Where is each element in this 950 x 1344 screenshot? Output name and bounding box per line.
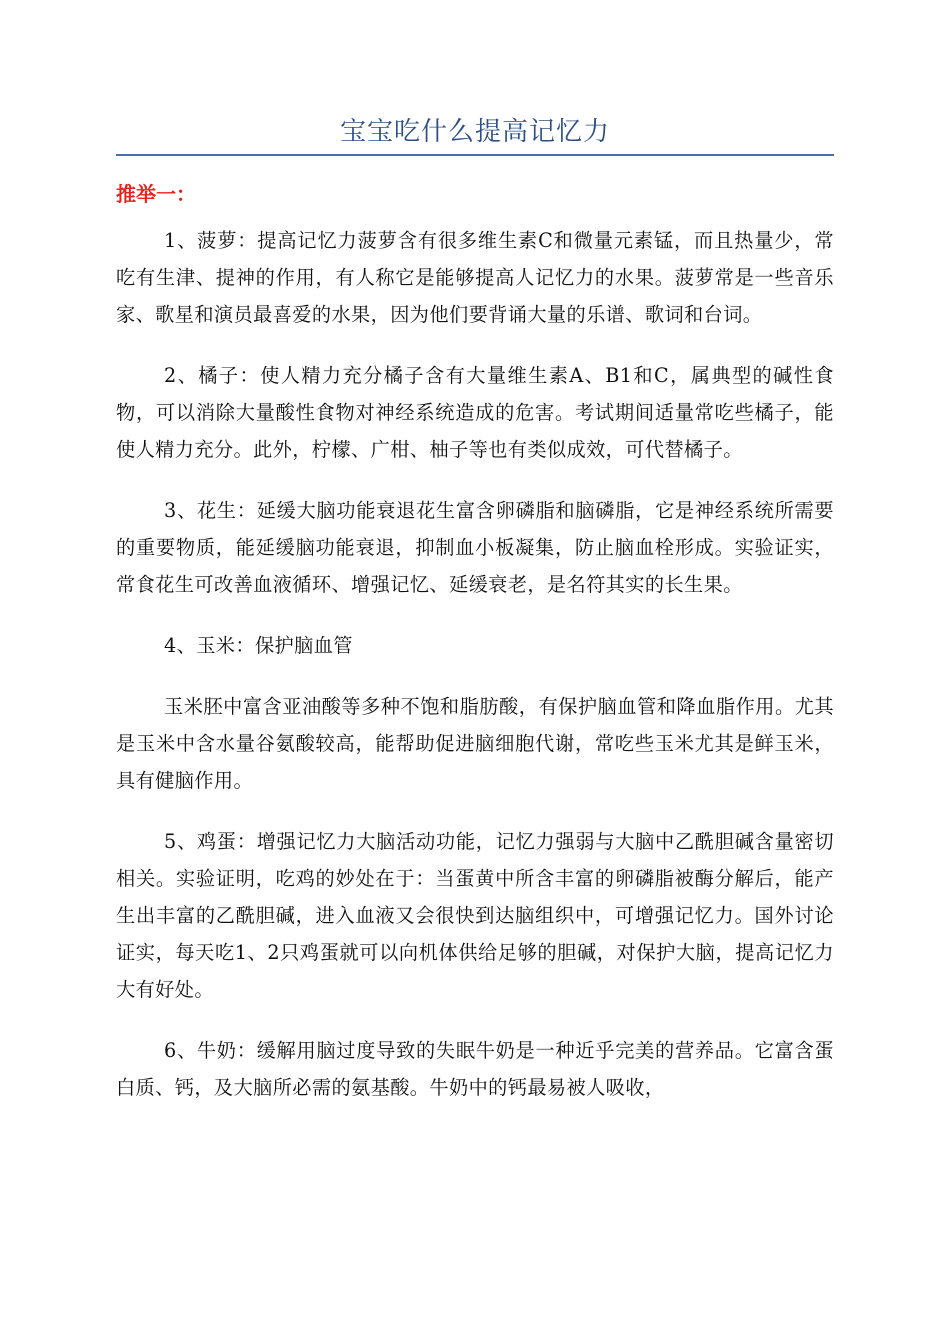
- title-underline: [116, 154, 834, 156]
- paragraph-corn-heading: 4、玉米：保护脑血管: [164, 634, 353, 657]
- paragraph-pineapple: 1、菠萝：提高记忆力菠萝含有很多维生素C和微量元素锰，而且热量少，常吃有生津、提神的作用，有人称它是能够提高人记忆力的水果。菠萝常是一些音乐家、歌星和演员最喜爱的水果，因为他们要背诵大量的乐谱、歌词和台词。: [116, 229, 834, 326]
- section-label: 推举一：: [116, 182, 196, 206]
- document-body: [116, 222, 834, 1130]
- paragraph-peanut: 3、花生：延缓大脑功能衰退花生富含卵磷脂和脑磷脂，它是神经系统所需要的重要物质，能延缓脑功能衰退，抑制血小板凝集，防止脑血栓形成。实验证实，常食花生可改善血液循环、增强记忆、延缓衰老，是名符其实的长生果。: [116, 499, 834, 596]
- paragraph-milk: 6、牛奶：缓解用脑过度导致的失眠牛奶是一种近乎完美的营养品。它富含蛋白质、钙，及大脑所必需的氨基酸。牛奶中的钙最易被人吸收，: [116, 1039, 834, 1099]
- paragraph-egg: 5、鸡蛋：增强记忆力大脑活动功能，记忆力强弱与大脑中乙酰胆碱含量密切相关。实验证明，吃鸡的妙处在于：当蛋黄中所含丰富的卵磷脂被酶分解后，能产生出丰富的乙酰胆碱，进入血液又会很快到达脑组织中，可增强记忆力。国外讨论证实，每天吃1、2只鸡蛋就可以向机体供给足够的胆碱，对保护大脑，提高记忆力大有好处。: [116, 830, 834, 1001]
- document-title: 宝宝吃什么提高记忆力: [339, 117, 610, 147]
- paragraph-orange: 2、橘子：使人精力充分橘子含有大量维生素A、B1和C，属典型的碱性食物，可以消除大量酸性食物对神经系统造成的危害。考试期间适量常吃些橘子，能使人精力充分。此外，柠檬、广柑、柚子等也有类似成效，可代替橘子。: [116, 364, 834, 461]
- paragraph-corn: 玉米胚中富含亚油酸等多种不饱和脂肪酸，有保护脑血管和降血脂作用。尤其是玉米中含水量谷氨酸较高，能帮助促进脑细胞代谢，常吃些玉米尤其是鲜玉米，具有健脑作用。: [116, 695, 834, 792]
